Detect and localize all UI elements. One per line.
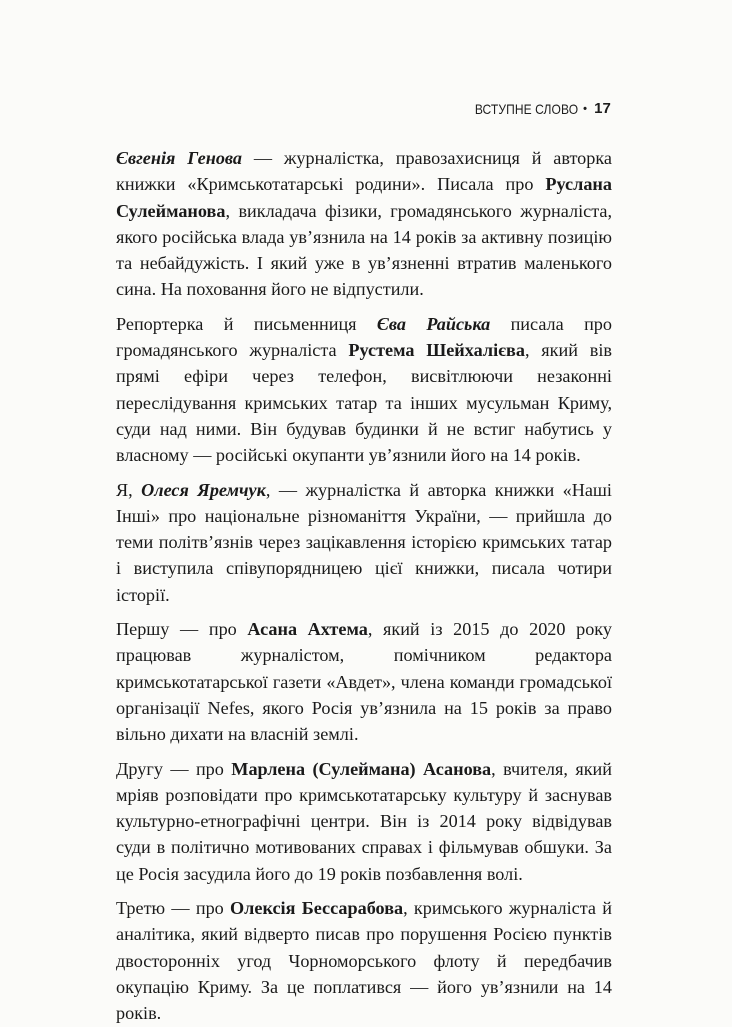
- text-run: Другу — про: [116, 758, 232, 779]
- text-run: Я,: [116, 479, 142, 500]
- paragraph-akhtem: [116, 616, 612, 747]
- section-title: ВСТУПНЕ СЛОВО: [474, 100, 579, 117]
- text-run: , кримського журналіста й аналітика, який відверто писав про порушення Росією пунктів двосторонніх угод Чорноморського флоту й передбачив окупацію Криму. За це поплатився — його ув’язнили на 14 років.: [116, 898, 612, 1024]
- author-name: Олеся Яремчук: [141, 479, 266, 500]
- running-header: [458, 100, 611, 117]
- paragraph-genova: [116, 145, 612, 303]
- header-bullet: •: [583, 102, 588, 115]
- paragraph-raiska: [116, 311, 612, 469]
- author-name: Євгенія Генова: [116, 148, 243, 168]
- text-run: , який із 2015 до 2020 року працював журналістом, помічником редактора кримськотатарської газети «Авдет», члена команди громадської організації Nefes, якого Росія ув’язнила на 15 років за право вільно дихати на власній землі.: [116, 619, 612, 745]
- prisoner-name: Олексія Бессарабова: [230, 898, 404, 919]
- text-run: Репортерка й письменниця: [116, 313, 377, 334]
- text-run: — журналістка, правозахисниця й авторка книжки «Кримськотатарські родини». Писала про: [116, 148, 613, 195]
- text-run: Першу — про: [116, 619, 248, 640]
- prisoner-name: Асана Ахтема: [247, 619, 368, 640]
- author-name: Єва Райська: [376, 313, 491, 334]
- text-run: , — журналістка й авторка книжки «Наші Інші» про національне різноманіття України, — прийшла до теми політв’язнів через зацікавлення історією кримських татар і виступила співупорядницею цієї книжки, писала чотири історії.: [116, 479, 612, 605]
- body-text: [116, 145, 612, 1027]
- text-run: , викладача фізики, громадянського журналіста, якого російська влада ув’язнила на 14 років за активну позицію та небайдужість. І який уже в ув’язненні втратив маленького сина. На поховання його не відпустили.: [116, 200, 612, 300]
- prisoner-name: Марлена (Сулеймана) Асанова: [231, 758, 492, 779]
- text-run: писала про громадянського журналіста: [116, 313, 612, 361]
- text-run: Третю — про: [116, 898, 231, 919]
- text-run: , вчителя, який мріяв розповідати про кримськотатарську культуру й заснував культурно-етнографічні центри. Він із 2014 року відвідував суди в політично мотивованих справах і фільмував обшуки. За це Росія засудила його до 19 років позбавлення волі.: [116, 758, 613, 884]
- prisoner-name: Руслана Сулейманова: [116, 174, 612, 221]
- page-number: 17: [594, 100, 611, 117]
- text-run: , який вів прямі ефіри через телефон, висвітлюючи незаконні переслідування кримських татар та інших мусульман Криму, суди над ними. Він будував будинки й не встиг набутись у власному — російські окупанти ув’язнили його на 14 років.: [116, 340, 612, 466]
- paragraph-bessarabov: [116, 895, 612, 1026]
- paragraph-asanov: [116, 756, 612, 887]
- prisoner-name: Рустема Шейхалієва: [348, 340, 525, 361]
- paragraph-yaremchuk: [116, 477, 612, 608]
